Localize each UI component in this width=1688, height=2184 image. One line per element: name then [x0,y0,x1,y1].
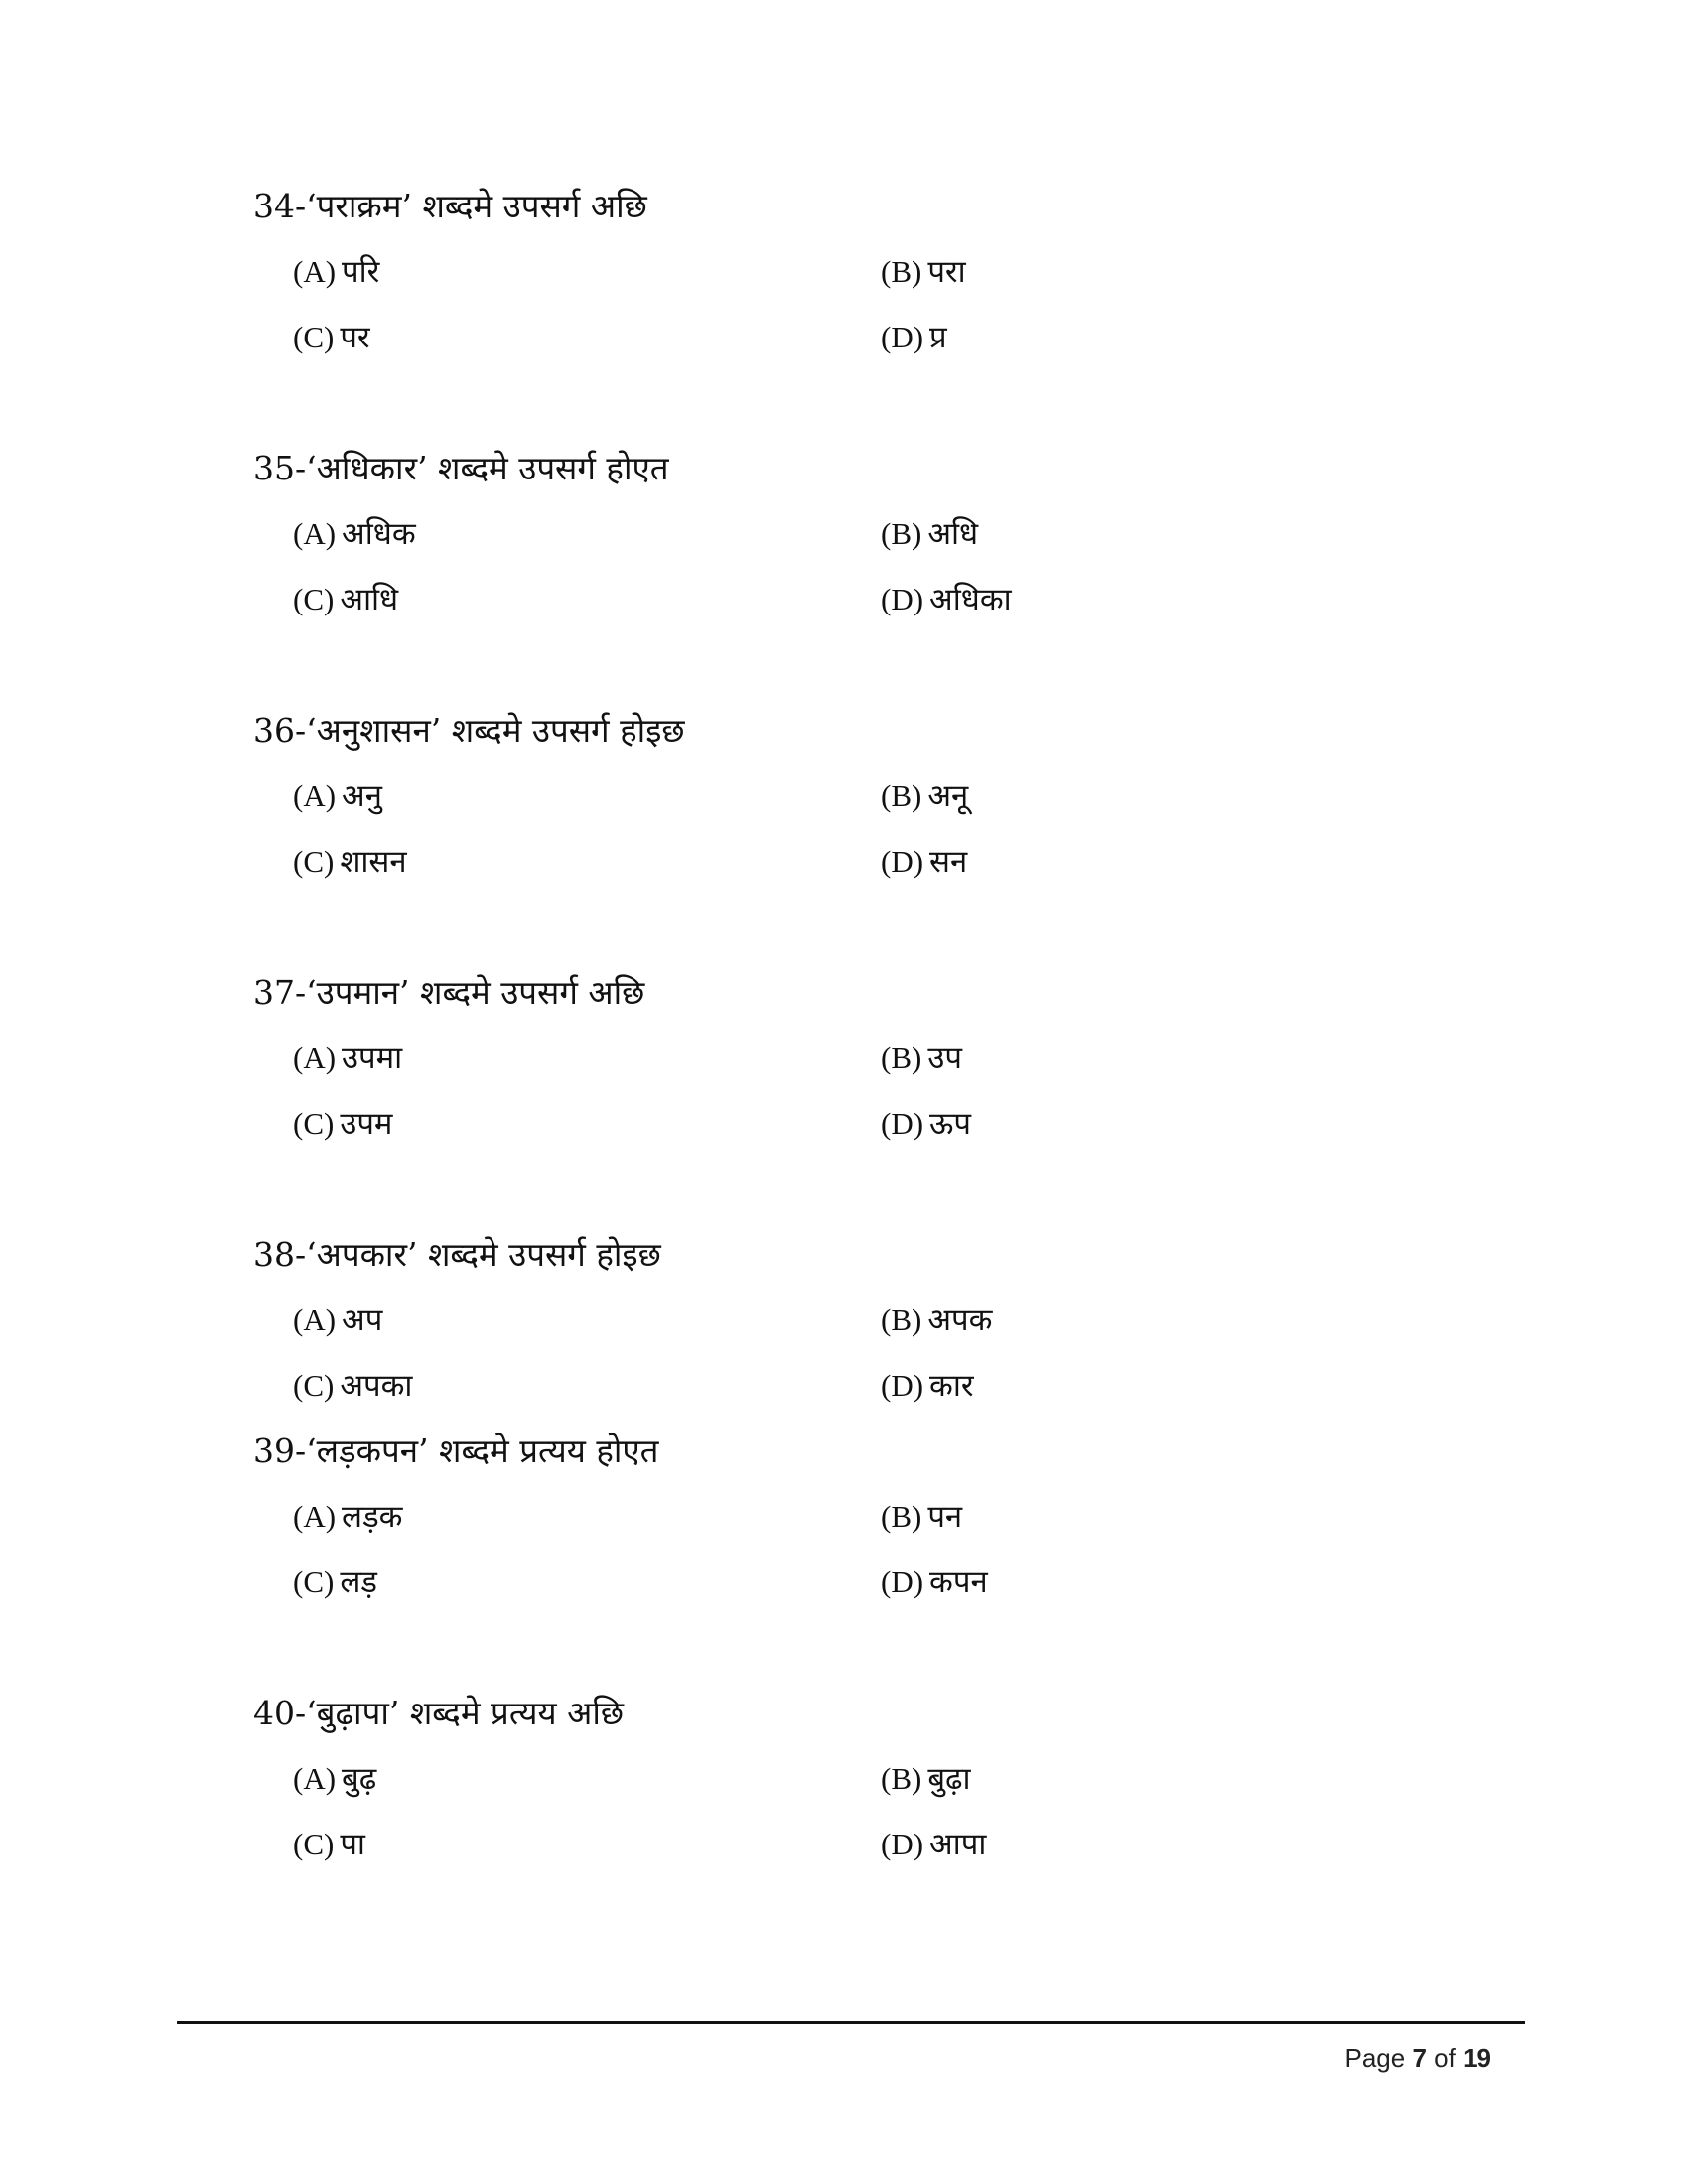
option-letter: (C) [293,1827,335,1861]
option-c [293,578,398,621]
option-letter: (C) [293,1565,335,1599]
option-text: अधि [927,516,979,552]
option-c [293,1364,412,1408]
option-letter: (C) [293,582,335,616]
options-row [253,1036,1544,1080]
option-text: ऊप [929,1106,971,1142]
option-letter: (D) [881,582,924,616]
option-c [293,1823,365,1866]
option-text: अनू [927,778,969,814]
option-letter: (C) [293,320,335,354]
option-letter: (B) [881,1040,922,1075]
option-text: अपक [927,1302,993,1338]
option-c [293,840,407,884]
total-pages-number: 19 [1463,2043,1491,2073]
option-text: लड़ [340,1565,377,1600]
option-text: अपका [340,1368,413,1404]
question-stem: 38-‘अपकार’ शब्दमे उपसर्ग होइछ [253,1235,661,1274]
options-row [253,1757,1544,1801]
option-text: सन [929,844,968,880]
options-row [253,1561,1544,1604]
option-a [293,1298,382,1342]
question-stem: 36-‘अनुशासन’ शब्दमे उपसर्ग होइछ [253,711,685,750]
option-text: उपमा [342,1040,403,1076]
option-a [293,1757,376,1801]
question-35 [253,447,1544,621]
option-c [293,316,370,359]
option-a [293,1036,402,1080]
option-letter: (D) [881,1106,924,1141]
footer-divider [177,2021,1525,2024]
option-letter: (B) [881,516,922,551]
option-letter: (A) [293,1302,337,1337]
option-letter: (D) [881,1827,924,1861]
option-letter: (C) [293,1106,335,1141]
option-b [881,512,978,556]
question-39 [253,1430,1544,1604]
option-c [293,1561,377,1604]
options-row [253,1102,1544,1146]
option-b [881,1495,962,1539]
option-letter: (B) [881,1499,922,1534]
option-text: शासन [340,844,407,880]
option-a [293,512,416,556]
question-stem: 37-‘उपमान’ शब्दमे उपसर्ग अछि [253,973,645,1012]
option-text: अधिक [342,516,416,552]
option-d [881,1561,988,1604]
option-letter: (A) [293,778,337,813]
option-b [881,250,966,294]
options-row [253,1823,1544,1866]
option-text: प्र [929,320,947,355]
option-b [881,1757,971,1801]
question-38 [253,1233,1544,1408]
options-row [253,1495,1544,1539]
option-letter: (B) [881,254,922,289]
option-text: कपन [929,1565,988,1600]
option-a [293,774,382,818]
option-letter: (A) [293,1499,337,1534]
page-number-footer [1344,2041,1491,2075]
option-c [293,1102,392,1146]
option-text: उपम [340,1106,393,1142]
question-stem: 39-‘लड़कपन’ शब्दमे प्रत्यय होएत [253,1432,659,1470]
option-a [293,1495,402,1539]
option-text: पा [340,1827,365,1862]
options-row [253,512,1544,556]
option-d [881,1102,971,1146]
option-letter: (A) [293,1761,337,1796]
current-page-number: 7 [1412,2043,1427,2073]
page-label: Page [1344,2043,1406,2073]
option-d [881,1823,986,1866]
option-text: पर [340,320,370,355]
of-label: of [1434,2043,1456,2073]
option-d [881,840,967,884]
question-stem: 34-‘पराक्रम’ शब्दमे उपसर्ग अछि [253,187,647,225]
option-text: बुढ़ा [927,1761,971,1797]
option-text: आपा [929,1827,987,1862]
options-row [253,1298,1544,1342]
option-letter: (A) [293,516,337,551]
option-letter: (C) [293,1368,335,1403]
option-text: पन [927,1499,963,1535]
option-text: बुढ़ [342,1761,377,1797]
option-letter: (A) [293,254,337,289]
question-37 [253,971,1544,1146]
option-letter: (D) [881,1565,924,1599]
question-40 [253,1692,1544,1866]
option-text: उप [927,1040,962,1076]
option-text: लड़क [342,1499,403,1535]
option-d [881,578,1012,621]
option-letter: (D) [881,320,924,354]
options-row [253,578,1544,621]
option-letter: (D) [881,1368,924,1403]
option-text: अनु [342,778,382,814]
options-row [253,1364,1544,1408]
options-row [253,840,1544,884]
option-b [881,774,968,818]
question-stem: 35-‘अधिकार’ शब्दमे उपसर्ग होएत [253,449,669,487]
option-letter: (D) [881,844,924,879]
option-d [881,1364,974,1408]
option-letter: (B) [881,1761,922,1796]
options-row [253,250,1544,294]
options-row [253,774,1544,818]
option-letter: (B) [881,1302,922,1337]
option-b [881,1036,962,1080]
option-text: अधिका [929,582,1012,617]
option-text: अप [342,1302,383,1338]
option-text: परि [342,254,380,290]
question-34 [253,185,1544,359]
option-text: कार [929,1368,974,1404]
option-d [881,316,947,359]
option-a [293,250,379,294]
option-letter: (C) [293,844,335,879]
option-text: आधि [340,582,399,617]
option-b [881,1298,992,1342]
question-stem: 40-‘बुढ़ापा’ शब्दमे प्रत्यय अछि [253,1694,625,1732]
option-letter: (A) [293,1040,337,1075]
options-row [253,316,1544,359]
option-letter: (B) [881,778,922,813]
option-text: परा [927,254,966,290]
question-36 [253,709,1544,884]
